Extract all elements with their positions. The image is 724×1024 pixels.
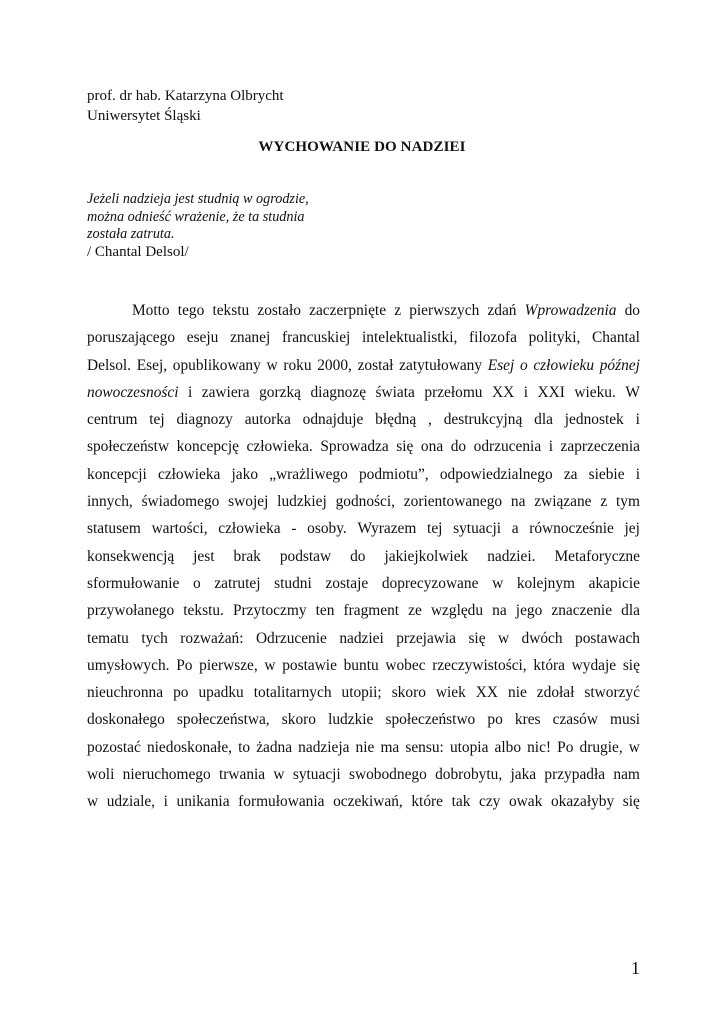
body-word: dobrobytu, bbox=[435, 766, 503, 784]
body-word: Esej bbox=[487, 356, 515, 374]
body-word: koncepcję bbox=[176, 438, 239, 456]
body-word: fragment bbox=[343, 602, 400, 620]
author-affiliation: Uniwersytet Śląski bbox=[87, 108, 201, 124]
body-line bbox=[87, 488, 640, 515]
page-number: 1 bbox=[631, 958, 640, 978]
body-word: zostaje bbox=[325, 574, 369, 592]
body-word: świata bbox=[375, 383, 415, 401]
body-word: człowieka bbox=[157, 465, 221, 483]
body-word: tej bbox=[149, 411, 165, 429]
body-word: zatytułowany bbox=[399, 356, 483, 374]
body-word: Chantal bbox=[592, 329, 640, 347]
body-word: w bbox=[628, 738, 640, 756]
body-word: tekstu bbox=[212, 302, 250, 319]
body-line bbox=[87, 734, 640, 761]
body-word: zaczerpnięte bbox=[309, 302, 387, 319]
body-word: kres bbox=[514, 711, 541, 729]
body-word: nam bbox=[613, 766, 640, 784]
body-word: swojej bbox=[228, 493, 269, 511]
body-word: sytuacji bbox=[292, 766, 341, 784]
body-word: eseju bbox=[186, 329, 219, 347]
body-word: człowieka. bbox=[246, 438, 313, 456]
body-word: do bbox=[450, 438, 467, 456]
body-word: Wprowadzenia bbox=[524, 302, 617, 319]
body-word: roku bbox=[283, 356, 312, 374]
body-word: na bbox=[492, 602, 507, 620]
body-word: albo bbox=[494, 738, 522, 756]
body-word: żadna bbox=[256, 738, 293, 756]
body-word: po bbox=[487, 711, 503, 729]
body-word: sensu: bbox=[405, 738, 444, 756]
body-word: po bbox=[173, 684, 189, 702]
body-word: nadziei. bbox=[487, 547, 536, 565]
body-word: człowieka bbox=[218, 520, 281, 538]
body-word: zawiera bbox=[201, 383, 250, 401]
body-word: podstaw bbox=[279, 547, 332, 565]
body-word: zdołał bbox=[536, 684, 575, 702]
body-word: zaprzeczenia bbox=[560, 438, 640, 456]
body-word: odpowiedzialnego bbox=[439, 465, 553, 483]
body-word: wieku. bbox=[574, 383, 616, 401]
body-word: utopii; bbox=[341, 684, 382, 702]
body-word: w bbox=[492, 574, 504, 592]
body-word: unikania bbox=[176, 793, 230, 811]
body-word: jednostek bbox=[564, 411, 624, 429]
body-word: podmiotu”, bbox=[358, 465, 429, 483]
body-word: z bbox=[600, 493, 608, 511]
motto-line: Jeżeli nadzieja jest studnią w ogrodzie, bbox=[87, 191, 309, 207]
body-word: nadzieja bbox=[298, 738, 350, 756]
body-word: o bbox=[192, 574, 201, 592]
body-word: gorzką bbox=[259, 383, 301, 401]
body-word: tego bbox=[177, 302, 205, 319]
body-word: XX bbox=[475, 684, 499, 702]
body-word: która bbox=[533, 656, 565, 674]
body-word: do bbox=[350, 547, 366, 565]
body-word: ze bbox=[408, 602, 422, 620]
body-word: jest bbox=[193, 547, 215, 565]
body-word: i bbox=[548, 438, 553, 456]
body-word: błędną bbox=[375, 411, 417, 429]
body-word: względu bbox=[430, 602, 484, 620]
body-word: Po bbox=[176, 656, 193, 674]
body-word: destrukcyjną bbox=[443, 411, 523, 429]
body-word: się bbox=[396, 438, 414, 456]
body-word: jego bbox=[515, 602, 543, 620]
body-word: umysłowych. bbox=[87, 656, 170, 674]
author-block bbox=[87, 86, 284, 126]
body-line bbox=[87, 433, 640, 460]
document-title: WYCHOWANIE DO NADZIEI bbox=[258, 139, 466, 155]
body-word: się bbox=[468, 629, 486, 647]
body-word: pozostać bbox=[87, 738, 141, 756]
body-word: „wrażliwego bbox=[269, 465, 348, 483]
body-word: nie bbox=[508, 684, 527, 702]
body-word: jakiejkolwiek bbox=[384, 547, 469, 565]
body-word: francuskiej bbox=[281, 329, 351, 347]
body-word: postawach bbox=[575, 629, 640, 647]
body-word: zorientowanego bbox=[403, 493, 503, 511]
body-word: innych, bbox=[87, 493, 133, 511]
body-word: okazałyby bbox=[550, 793, 615, 811]
body-word: ludzkiej bbox=[277, 493, 327, 511]
body-word: owak bbox=[508, 793, 543, 811]
body-word: upadku bbox=[198, 684, 244, 702]
body-word: pierwszych bbox=[409, 302, 480, 319]
body-word: nadziei bbox=[339, 629, 384, 647]
body-word: to bbox=[238, 738, 251, 756]
body-line bbox=[87, 706, 640, 733]
body-word: został bbox=[357, 356, 394, 374]
body-word: Esej, bbox=[136, 356, 168, 374]
body-word: 2000, bbox=[317, 356, 352, 374]
body-word: zdań bbox=[487, 302, 517, 319]
body-word: skoro bbox=[281, 711, 316, 729]
body-word: czy bbox=[479, 793, 501, 811]
body-word: wobec bbox=[385, 656, 426, 674]
body-word: w bbox=[264, 656, 276, 674]
body-word: siebie bbox=[588, 465, 625, 483]
body-word: i bbox=[187, 383, 193, 401]
body-word: buntu bbox=[343, 656, 379, 674]
body-word: i bbox=[163, 793, 168, 811]
body-word: tej bbox=[427, 520, 443, 538]
body-word: wiek bbox=[435, 684, 466, 702]
body-word: Przytoczmy bbox=[233, 602, 307, 620]
body-word: koncepcji bbox=[87, 465, 147, 483]
body-word: kolejnym bbox=[516, 574, 575, 592]
body-word: późnej bbox=[599, 356, 640, 374]
body-word: o bbox=[519, 356, 528, 374]
body-word: do bbox=[624, 302, 640, 319]
body-word: XX bbox=[492, 383, 515, 401]
body-line bbox=[87, 761, 640, 788]
body-word: odrzucenia bbox=[473, 438, 542, 456]
body-word: sformułowanie bbox=[87, 574, 180, 592]
body-line bbox=[87, 570, 640, 597]
body-word: nowoczesności bbox=[87, 383, 179, 401]
body-word: a bbox=[511, 520, 519, 538]
body-word: pierwsze, bbox=[199, 656, 258, 674]
body-word: rozważań: bbox=[180, 629, 244, 647]
body-paragraph bbox=[87, 297, 640, 816]
motto-attribution: / Chantal Delsol/ bbox=[87, 244, 189, 260]
body-word: konsekwencją bbox=[87, 547, 175, 565]
body-word: opublikowany bbox=[172, 356, 261, 374]
body-word: sytuacji bbox=[453, 520, 501, 538]
body-word: równocześnie bbox=[529, 520, 614, 538]
body-word: Sprowadza bbox=[320, 438, 389, 456]
body-word: Metaforyczne bbox=[554, 547, 640, 565]
body-word: niedoskonałe, bbox=[146, 738, 233, 756]
body-word: znanej bbox=[230, 329, 271, 347]
body-line bbox=[87, 597, 640, 624]
body-word: Delsol. bbox=[87, 356, 132, 374]
body-line bbox=[87, 679, 640, 706]
body-word: utopia bbox=[449, 738, 489, 756]
body-word: tekstu. bbox=[183, 602, 224, 620]
body-line bbox=[87, 543, 640, 570]
body-word: Wyrazem bbox=[357, 520, 417, 538]
body-word: i bbox=[523, 383, 529, 401]
body-word: osoby. bbox=[307, 520, 347, 538]
body-word: dwóch bbox=[521, 629, 563, 647]
body-line bbox=[87, 788, 640, 815]
body-word: zatrutej bbox=[214, 574, 261, 592]
body-word: dla bbox=[534, 411, 553, 429]
body-word: ma bbox=[380, 738, 400, 756]
body-word: się bbox=[622, 793, 640, 811]
body-word: wydaje bbox=[571, 656, 617, 674]
body-line bbox=[87, 297, 640, 324]
body-word: nie bbox=[355, 738, 375, 756]
body-word: przypadła bbox=[544, 766, 606, 784]
body-line bbox=[87, 515, 640, 542]
body-word: społeczeństwo bbox=[385, 711, 476, 729]
body-word: związane bbox=[534, 493, 592, 511]
body-word: W bbox=[625, 383, 640, 401]
body-word: stworzyć bbox=[584, 684, 640, 702]
body-word: Po bbox=[557, 738, 574, 756]
body-word: godności, bbox=[335, 493, 395, 511]
body-word: autorka bbox=[244, 411, 291, 429]
body-word: człowieku bbox=[533, 356, 595, 374]
body-word: i bbox=[635, 465, 640, 483]
body-word: diagnozy bbox=[176, 411, 233, 429]
body-word: przełomu bbox=[424, 383, 483, 401]
body-word: dla bbox=[621, 602, 640, 620]
body-word: tych bbox=[141, 629, 168, 647]
body-line bbox=[87, 352, 640, 379]
body-word: ona bbox=[420, 438, 444, 456]
body-word: brak bbox=[233, 547, 261, 565]
body-word: w bbox=[497, 629, 510, 647]
motto-line: można odnieść wrażenie, że ta studnia bbox=[87, 208, 305, 225]
author-name: prof. dr hab. Katarzyna Olbrycht bbox=[87, 88, 284, 104]
body-word: nieruchomego bbox=[122, 766, 211, 784]
motto-line: została zatruta. bbox=[87, 226, 175, 242]
body-word: jaka bbox=[510, 766, 537, 784]
body-word: przejawia bbox=[396, 629, 456, 647]
body-word: z bbox=[394, 302, 402, 319]
body-word: skoro bbox=[391, 684, 426, 702]
body-line bbox=[87, 324, 640, 351]
body-word: drugie, bbox=[579, 738, 623, 756]
body-word: totalitarnych bbox=[253, 684, 332, 702]
body-word: polityki, bbox=[528, 329, 581, 347]
body-word: doprecyzowane bbox=[381, 574, 479, 592]
body-word: odnajduje bbox=[302, 411, 364, 429]
body-word: trwania bbox=[218, 766, 266, 784]
body-word: woli bbox=[87, 766, 115, 784]
body-word: doskonałego bbox=[87, 711, 165, 729]
body-word: intelektualistki, bbox=[362, 329, 458, 347]
body-word: Motto bbox=[132, 302, 170, 319]
body-word: nieuchronna bbox=[87, 684, 164, 702]
body-word: w bbox=[266, 356, 278, 374]
body-word: czasów bbox=[552, 711, 598, 729]
body-word: oczekiwań, bbox=[333, 793, 403, 811]
body-word: znaczenie bbox=[551, 602, 613, 620]
body-word: XXI bbox=[537, 383, 565, 401]
motto bbox=[87, 191, 309, 244]
body-word: musi bbox=[610, 711, 640, 729]
body-word: się bbox=[622, 656, 640, 674]
body-word: zostało bbox=[257, 302, 301, 319]
body-word: społeczeństw bbox=[87, 438, 170, 456]
body-word: ludzkie bbox=[328, 711, 374, 729]
body-word: społeczeństwa, bbox=[176, 711, 270, 729]
body-word: statusem bbox=[87, 520, 141, 538]
body-word: wartości, bbox=[151, 520, 208, 538]
body-word: filozofa bbox=[469, 329, 517, 347]
body-word: tym bbox=[615, 493, 640, 511]
body-word: które bbox=[411, 793, 443, 811]
body-word: , bbox=[428, 411, 432, 429]
body-line bbox=[87, 379, 640, 406]
body-line bbox=[87, 625, 640, 652]
body-word: w bbox=[273, 766, 285, 784]
body-word: za bbox=[563, 465, 578, 483]
body-word: swobodnego bbox=[348, 766, 427, 784]
body-word: jako bbox=[231, 465, 259, 483]
body-word: na bbox=[510, 493, 526, 511]
body-word: świadomego bbox=[141, 493, 220, 511]
body-word: diagnozę bbox=[310, 383, 367, 401]
body-word: rzeczywistości, bbox=[432, 656, 527, 674]
body-word: - bbox=[291, 520, 297, 538]
body-word: przywołanego bbox=[87, 602, 175, 620]
body-word: udziale, bbox=[106, 793, 156, 811]
body-word: centrum bbox=[87, 411, 138, 429]
body-word: akapicie bbox=[588, 574, 640, 592]
body-line bbox=[87, 461, 640, 488]
body-word: studni bbox=[274, 574, 312, 592]
body-line bbox=[87, 652, 640, 679]
body-word: tak bbox=[451, 793, 471, 811]
body-word: poruszającego bbox=[87, 329, 176, 347]
body-word: nic! bbox=[527, 738, 552, 756]
body-word: ten bbox=[315, 602, 335, 620]
body-word: Odrzucenie bbox=[255, 629, 327, 647]
body-word: formułowania bbox=[238, 793, 325, 811]
body-word: w bbox=[87, 793, 99, 811]
body-word: jej bbox=[624, 520, 640, 538]
body-word: postawie bbox=[282, 656, 337, 674]
body-word: tematu bbox=[87, 629, 129, 647]
body-line bbox=[87, 406, 640, 433]
body-word: i bbox=[635, 411, 640, 429]
